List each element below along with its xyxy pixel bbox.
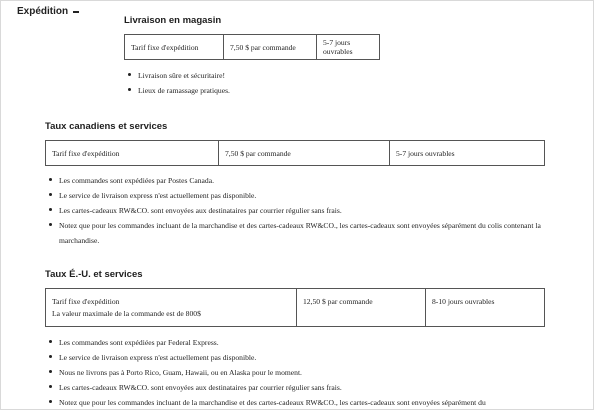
accordion-title: Expédition (17, 6, 69, 17)
heading-in-store-delivery: Livraison en magasin (124, 15, 222, 26)
table-cell: 7,50 $ par commande (224, 35, 317, 60)
list-item: Lieux de ramassage pratiques. (125, 83, 230, 98)
table-cell: Tarif fixe d'expédition (125, 35, 224, 60)
table-cell (46, 289, 297, 327)
list-item: Les commandes sont expédiées par Postes Canada. (46, 173, 546, 188)
list-item: Notez que pour les commandes incluant de la marchandise et des cartes-cadeaux RW&CO., les cartes-cadeaux sont envoyées séparément du colis contenant la marchandise. (46, 218, 546, 248)
minus-icon (73, 11, 79, 13)
shipping-accordion-toggle[interactable] (17, 6, 79, 17)
heading-canada-rates: Taux canadiens et services (45, 121, 168, 132)
list-item: Les commandes sont expédiées par Federal Express. (46, 335, 546, 350)
canada-rates-table (45, 140, 545, 166)
max-order-note: La valeur maximale de la commande est de 800$ (52, 308, 201, 318)
list-item: Livraison sûre et sécuritaire! (125, 68, 230, 83)
table-cell: 12,50 $ par commande (297, 289, 426, 327)
table-cell: Tarif fixe d'expédition (46, 141, 219, 166)
heading-usa-rates: Taux É.-U. et services (45, 269, 143, 280)
canada-bullet-list (46, 173, 546, 248)
table-row (125, 35, 380, 60)
table-row (46, 141, 545, 166)
in-store-rates-table (124, 34, 380, 60)
list-item: Le service de livraison express n'est actuellement pas disponible. (46, 350, 546, 365)
table-cell: 7,50 $ par commande (219, 141, 390, 166)
in-store-bullet-list (125, 68, 230, 98)
list-item: Les cartes-cadeaux RW&CO. sont envoyées aux destinataires par courrier régulier sans frais. (46, 380, 546, 395)
list-item: Notez que pour les commandes incluant de la marchandise et des cartes-cadeaux RW&CO., les cartes-cadeaux sont envoyées séparément du (46, 395, 546, 410)
table-cell: 5-7 jours ouvrables (390, 141, 545, 166)
list-item: Nous ne livrons pas à Porto Rico, Guam, Hawaii, ou en Alaska pour le moment. (46, 365, 546, 380)
table-row (46, 289, 545, 327)
list-item: Le service de livraison express n'est actuellement pas disponible. (46, 188, 546, 203)
usa-rates-table (45, 288, 545, 327)
list-item: Les cartes-cadeaux RW&CO. sont envoyées aux destinataires par courrier régulier sans frais. (46, 203, 546, 218)
table-cell: 8-10 jours ouvrables (426, 289, 545, 327)
table-cell: 5-7 jours ouvrables (317, 35, 380, 60)
rate-label: Tarif fixe d'expédition (52, 296, 120, 306)
usa-bullet-list (46, 335, 546, 410)
